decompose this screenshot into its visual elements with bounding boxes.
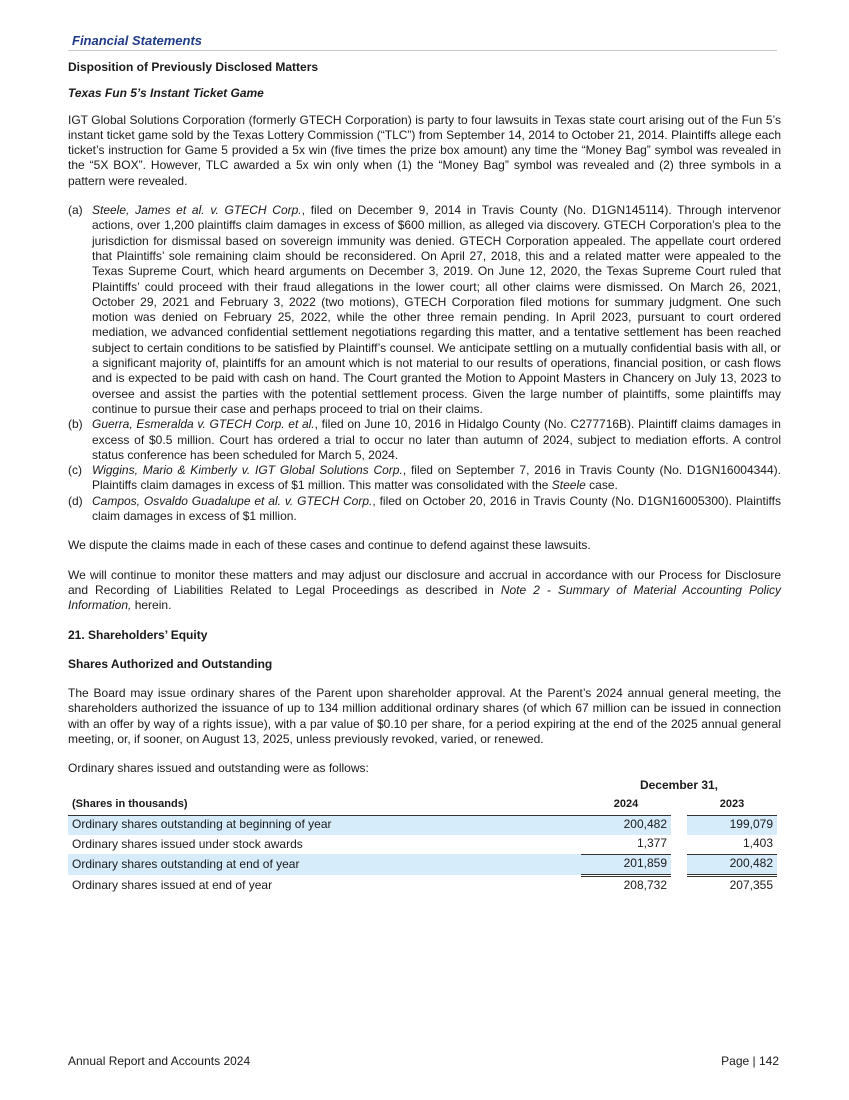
case-list (68, 203, 781, 524)
row-label: Ordinary shares outstanding at beginning of year (68, 815, 581, 835)
shares-authorized-subtitle: Shares Authorized and Outstanding (68, 656, 273, 671)
year-2023-header: 2023 (687, 796, 777, 816)
year-2024-header: 2024 (581, 796, 671, 816)
case-name: Guerra, Esmeralda v. GTECH Corp. et al. (92, 417, 315, 432)
case-item (68, 494, 781, 525)
case-item (68, 463, 781, 494)
value-2024: 200,482 (581, 815, 671, 835)
case-text: , filed on June 10, 2016 in Hidalgo County (No. C277716B). Plaintiff claims damages in excess of $0.5 million. Court has ordered a trial to occur no later than autumn of 2024, subject to mediation efforts. A control status conference has been scheduled for March 5, 2024. (92, 417, 781, 462)
dispute-paragraph: We dispute the claims made in each of these cases and continue to defend against these lawsuits. (68, 538, 591, 553)
texas-intro-paragraph: IGT Global Solutions Corporation (formerly GTECH Corporation) is party to four lawsuits in Texas state court arising out of the Fun 5’s instant ticket game sold by the Texas Lottery Commission (“TLC”) from September 14, 2014 to October 21, 2014. Plaintiffs allege each ticket’s instruction for Game 5 provided a 5x win (five times the prize box amount) any time the “Money Bag” symbol was revealed in the “5X BOX”. However, TLC awarded a 5x win only when (1) the “Money Bag” symbol was revealed and (2) three symbols in a pattern were revealed. (68, 112, 781, 188)
shares-table (68, 777, 777, 896)
monitor-paragraph (68, 568, 781, 614)
disposition-title: Disposition of Previously Disclosed Matters (68, 60, 319, 74)
case-suffix: case. (585, 478, 618, 493)
shareholders-equity-title: 21. Shareholders’ Equity (68, 627, 208, 642)
section-header: Financial Statements (72, 33, 203, 48)
table-row (68, 835, 777, 855)
table-row (68, 815, 777, 835)
value-2023: 207,355 (729, 878, 773, 893)
case-name: Wiggins, Mario & Kimberly v. IGT Global Solutions Corp. (92, 463, 403, 478)
table-header-row (68, 796, 777, 816)
case-label: (b) (68, 417, 83, 432)
case-suffix-italic: Steele (551, 478, 586, 493)
note-reference: Note 2 - Summary of Material Accounting Policy Information, (68, 582, 781, 613)
header-rule (68, 50, 777, 51)
footer-report-title: Annual Report and Accounts 2024 (68, 1054, 251, 1068)
case-item (68, 203, 781, 417)
case-label: (c) (68, 463, 82, 478)
case-label: (a) (68, 203, 83, 218)
shares-authorized-paragraph: The Board may issue ordinary shares of the Parent upon shareholder approval. At the Parent’s 2024 annual general meeting, the shareholders authorized the issuance of up to 134 million additional ordinary shares (of which 67 million can be issued in connection with an offer by way of a rights issue), with a par value of $0.10 per share, for a period expiring at the end of the 2025 annual general meeting, or, if sooner, on August 13, 2025, unless previously revoked, varied, or renewed. (68, 686, 781, 746)
value-2023: 200,482 (687, 854, 777, 875)
table-row (68, 854, 777, 875)
value-2024: 1,377 (636, 836, 667, 851)
monitor-text: We will continue to monitor these matters and may adjust our disclosure and accrual in accordance with our Process for Disclosure and Recording of Liabilities Related to Legal Proceedings as described in (68, 567, 781, 597)
case-item (68, 417, 781, 463)
page-content (68, 60, 781, 896)
monitor-text-end: herein. (131, 598, 172, 613)
row-label: Ordinary shares issued under stock awards (72, 836, 303, 851)
case-name: Campos, Osvaldo Guadalupe et al. v. GTECH Corp. (92, 493, 373, 508)
value-2023: 199,079 (687, 815, 777, 835)
texas-fun5-subtitle: Texas Fun 5’s Instant Ticket Game (68, 86, 264, 101)
case-label: (d) (68, 493, 83, 508)
unit-label: (Shares in thousands) (68, 796, 581, 816)
footer-page-number: Page | 142 (721, 1054, 779, 1068)
table-row (68, 875, 777, 896)
case-name: Steele, James et al. v. GTECH Corp. (92, 203, 302, 218)
period-header: December 31, (639, 778, 719, 793)
value-2023: 1,403 (742, 836, 773, 851)
case-text: , filed on September 7, 2016 in Travis County (No. D1GN16004344). Plaintiffs claim damages in excess of $1 million. This matter was consolidated with the (92, 463, 781, 493)
value-2024: 208,732 (623, 878, 667, 893)
value-2024: 201,859 (581, 854, 671, 875)
row-label: Ordinary shares outstanding at end of year (68, 854, 581, 875)
row-label: Ordinary shares issued at end of year (72, 877, 273, 892)
table-intro: Ordinary shares issued and outstanding were as follows: (68, 761, 369, 776)
case-text: , filed on December 9, 2014 in Travis County (No. D1GN145114). Through intervenor actions, over 1,200 plaintiffs claim damages in excess of $600 million, as alleged via discovery. GTECH Corporation’s plea to the jurisdiction for dismissal based on sovereign immunity was denied. GTECH Corporation appealed. The appellate court ordered that Plaintiffs’ sole remaining claim should be reconsidered. On April 27, 2018, this and a related matter were appealed to the Texas Supreme Court, which heard arguments on December 3, 2019. On June 12, 2020, the Texas Supreme Court ruled that Plaintiffs’ could proceed with their fraud allegations in the lower court; all other claims were dismissed. On March 26, 2021, October 29, 2021 and February 3, 2022 (two motions), GTECH Corporation filed motions for summary judgment. One such motion was denied on February 25, 2022, while the other three remain pending. In April 2023, pursuant to court ordered mediation, we advanced confidential settlement negotiations regarding this matter, and a tentative settlement has been reached subject to certain conditions to be satisfied by Plaintiff’s counsel. We anticipate settling on a mutually confidential basis with all, or a significant majority of, plaintiffs for an amount which is not material to our results of operations, financial position, or cash flows and is expected to be paid with cash on hand. The Court granted the Motion to Appoint Masters in Chancery on July 13, 2023 to oversee and assist the parties with the potential settlement process. Given the large number of plaintiffs, some plaintiffs may continue to pursue their case and perhaps proceed to trial on their claims. (92, 203, 781, 416)
case-text: , filed on October 20, 2016 in Travis County (No. D1GN16005300). Plaintiffs claim damages in excess of $1 million. (92, 493, 782, 524)
